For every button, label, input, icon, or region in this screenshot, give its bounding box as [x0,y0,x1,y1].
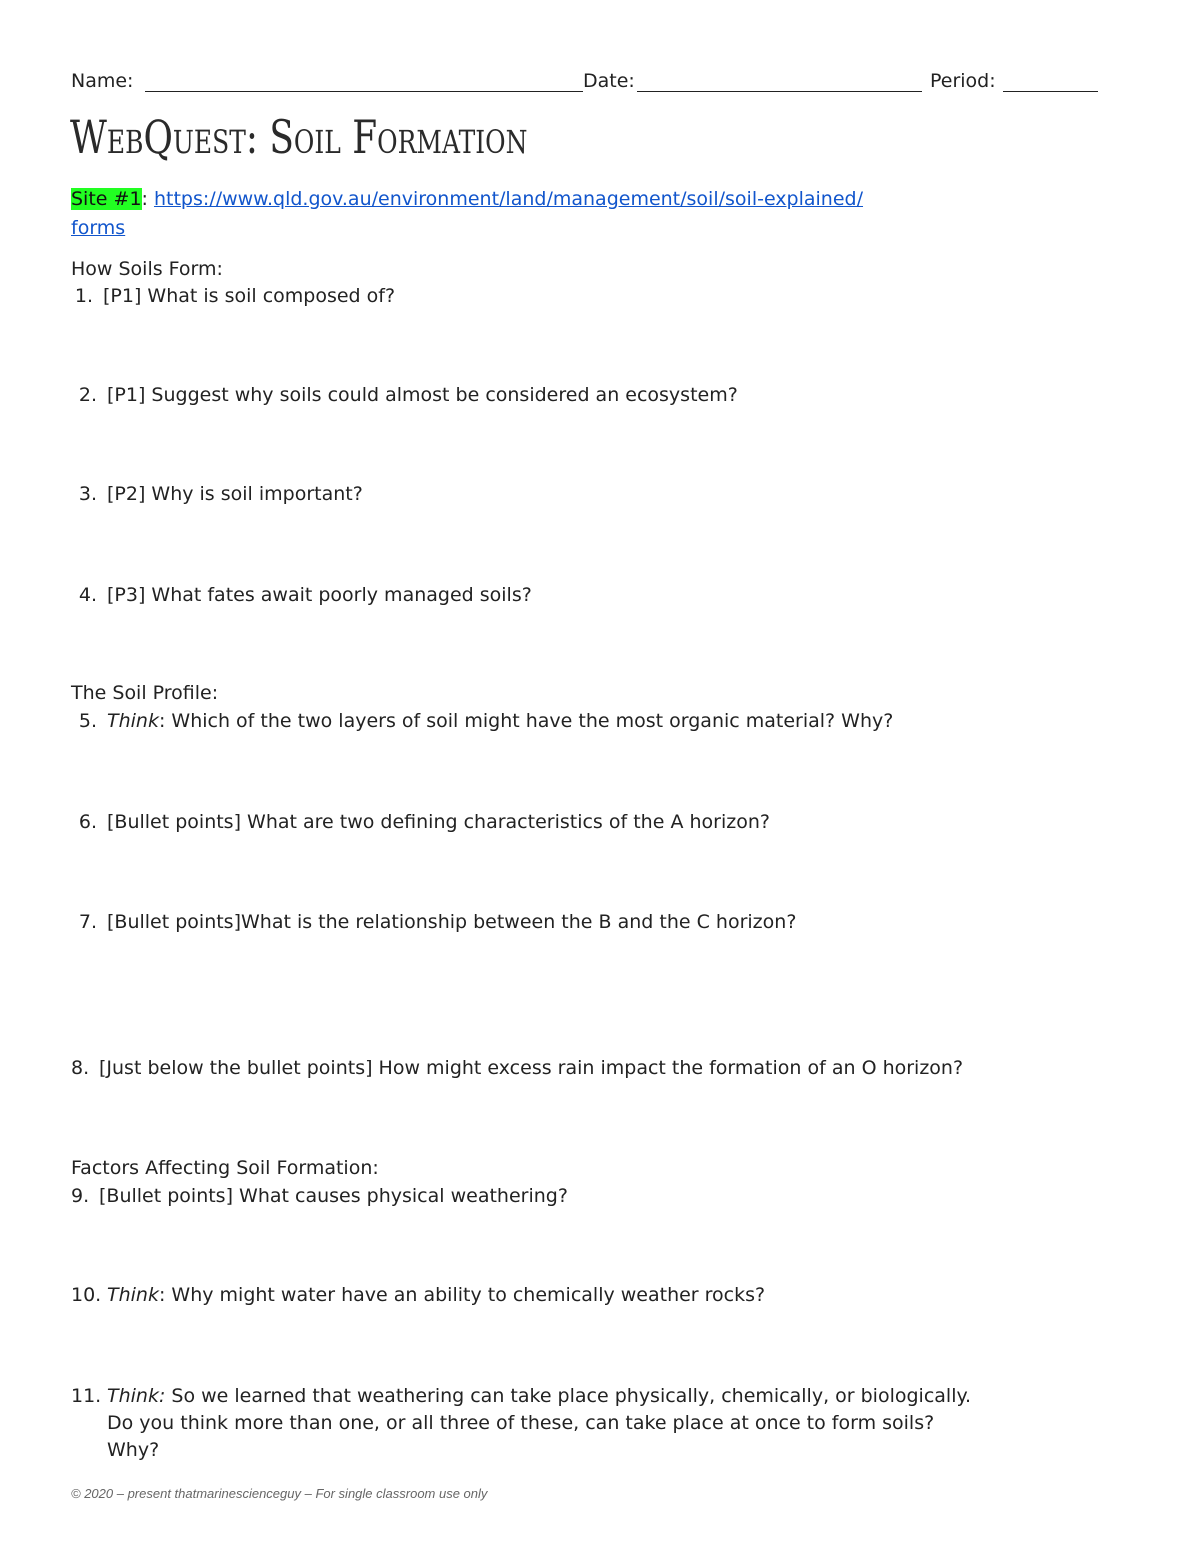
question-8 [71,1057,963,1079]
question-10 [71,1284,765,1306]
question-text [107,710,893,732]
question-text: Do you think more than one, or all three of these, can take place at once to form soils? [107,1412,935,1434]
question-4 [71,584,532,606]
question-text: [P1] What is soil composed of? [103,285,396,307]
question-body: : Which of the two layers of soil might have the most organic material? Why? [158,710,894,732]
question-body: : Why might water have an ability to chemically weather rocks? [158,1284,766,1306]
question-number: 10. [71,1284,102,1306]
question-number: 3. [78,483,97,505]
page-title: WebQuest: Soil Formation [70,110,528,164]
site-colon: : [141,188,148,210]
question-number: 2. [78,384,97,406]
question-number: 9. [71,1185,90,1207]
site-label: Site #1 [71,188,142,210]
site-url-link[interactable]: https://www.qld.gov.au/environment/land/management/soil/soil-explained/ [153,188,864,210]
question-body: So we learned that weathering can take place physically, chemically, or biologically. [165,1385,972,1407]
question-text [107,1284,765,1306]
think-prefix: Think [107,1284,159,1306]
question-number: 8. [71,1057,90,1079]
question-text: [Bullet points] What are two defining characteristics of the A horizon? [107,811,770,833]
question-text: Why? [107,1439,160,1461]
question-number: 7. [78,911,97,933]
question-11-line-2 [107,1412,934,1434]
copyright-footer: © 2020 – present thatmarinescienceguy – For single classroom use only [71,1486,488,1501]
question-number: 4. [78,584,97,606]
question-text: [Bullet points]What is the relationship between the B and the C horizon? [107,911,797,933]
think-prefix: Think [107,710,159,732]
period-label: Period: [930,70,996,92]
question-1 [71,285,395,307]
question-text: [P2] Why is soil important? [107,483,363,505]
question-text: [Just below the bullet points] How might excess rain impact the formation of an O horizon? [99,1057,964,1079]
question-number: 5. [78,710,97,732]
question-number: 1. [74,285,93,307]
name-label: Name: [71,70,134,92]
question-7 [71,911,796,933]
question-11-line-3 [107,1439,159,1461]
period-field-line[interactable] [1003,91,1098,92]
think-prefix: Think: [107,1385,166,1407]
question-5 [71,710,893,732]
question-number: 11. [71,1385,102,1407]
question-number: 6. [78,811,97,833]
question-3 [71,483,363,505]
question-9 [71,1185,568,1207]
question-6 [71,811,770,833]
question-text: [P3] What fates await poorly managed soils? [107,584,532,606]
question-2 [71,384,738,406]
name-field-line[interactable] [145,91,583,92]
section-soil-profile: The Soil Profile: [71,682,219,704]
date-field-line[interactable] [637,91,922,92]
section-factors: Factors Affecting Soil Formation: [71,1157,379,1179]
date-label: Date: [583,70,635,92]
question-text: [P1] Suggest why soils could almost be considered an ecosystem? [107,384,738,406]
question-11 [71,1385,971,1407]
question-text [107,1385,971,1407]
site-line [71,188,863,210]
section-how-soils-form: How Soils Form: [71,258,223,280]
site-line-2 [71,217,125,239]
question-text: [Bullet points] What causes physical weathering? [99,1185,568,1207]
site-url-link-continued[interactable]: forms [71,217,126,239]
